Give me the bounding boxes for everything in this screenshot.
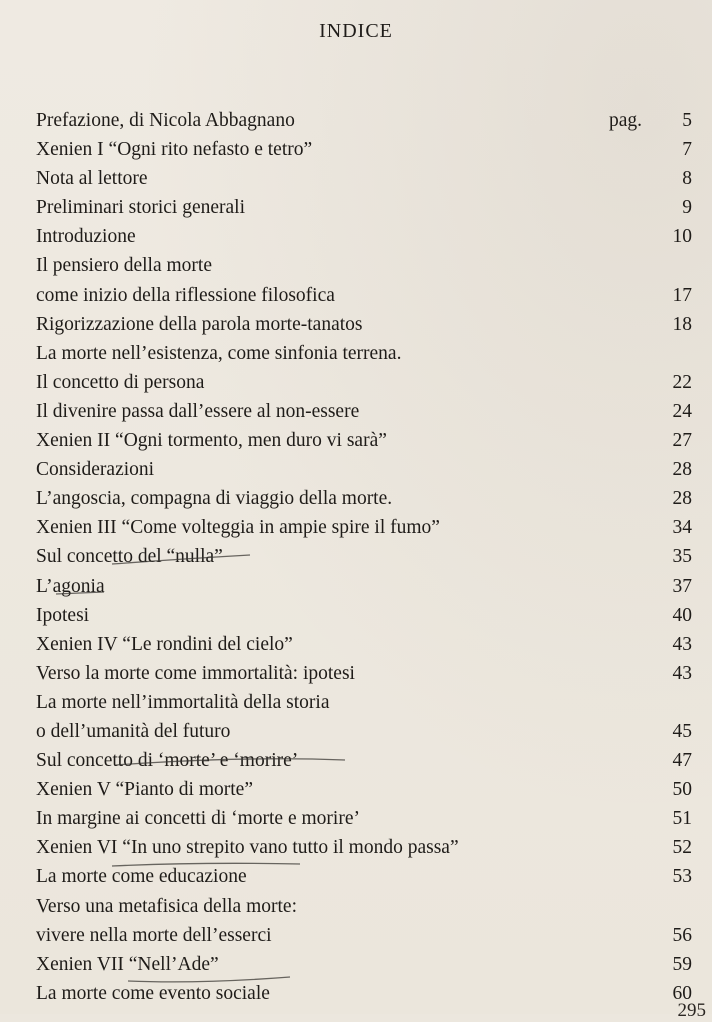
toc-entry bbox=[36, 833, 692, 862]
toc-entry-title: In margine ai concetti di ‘morte e morire’ bbox=[36, 808, 360, 830]
toc-entry-page: 17 bbox=[672, 284, 692, 306]
toc-entry bbox=[36, 368, 692, 397]
toc-entry-title: Considerazioni bbox=[36, 459, 155, 481]
toc-entry-page: 40 bbox=[672, 604, 692, 626]
toc-entry bbox=[36, 601, 692, 630]
toc-entry-page: 52 bbox=[672, 837, 692, 859]
toc-entry bbox=[36, 688, 692, 717]
toc-entry-title: Introduzione bbox=[36, 226, 136, 248]
toc-entry bbox=[36, 251, 692, 280]
toc-entry-page: 22 bbox=[672, 371, 692, 393]
toc-entry bbox=[36, 106, 692, 135]
toc-entry-title: Il divenire passa dall’essere al non-essere bbox=[36, 400, 360, 422]
toc-entry-page: 51 bbox=[672, 808, 692, 830]
toc-entry-page: 59 bbox=[672, 953, 692, 975]
page-number: 295 bbox=[677, 1000, 706, 1021]
toc-entry-page: 37 bbox=[672, 575, 692, 597]
toc-entry-page: 56 bbox=[672, 924, 692, 946]
toc-entry bbox=[36, 135, 692, 164]
toc-entry-page: 50 bbox=[672, 779, 692, 801]
toc-entry-title: Rigorizzazione della parola morte-tanatos bbox=[36, 313, 363, 335]
toc-entry-title: Xenien VI “In uno strepito vano tutto il mondo passa” bbox=[36, 837, 459, 859]
toc-entry bbox=[36, 572, 692, 601]
toc-entry-title: Sul concetto di ‘morte’ e ‘morire’ bbox=[36, 750, 299, 772]
toc-entry bbox=[36, 775, 692, 804]
toc-entry-page: 5 bbox=[682, 110, 692, 131]
toc-entry-title: Sul concetto del “nulla” bbox=[36, 546, 223, 568]
toc-entry bbox=[36, 979, 692, 1008]
toc-entry bbox=[36, 455, 692, 484]
toc-entry-page: 28 bbox=[672, 459, 692, 481]
toc-entry-title: La morte come educazione bbox=[36, 866, 247, 888]
toc-entry-page: 45 bbox=[672, 720, 692, 742]
toc-entry-page: 27 bbox=[672, 430, 692, 452]
toc-entry bbox=[36, 281, 692, 310]
toc-entry-title: Xenien I “Ogni rito nefasto e tetro” bbox=[36, 139, 313, 161]
toc-entry bbox=[36, 804, 692, 833]
toc-entry-title: Xenien II “Ogni tormento, men duro vi sarà” bbox=[36, 430, 387, 452]
table-of-contents bbox=[36, 106, 692, 1008]
toc-entry-title: Ipotesi bbox=[36, 604, 90, 626]
toc-entry bbox=[36, 484, 692, 513]
toc-entry-title: L’agonia bbox=[36, 575, 105, 597]
toc-entry-title: Il pensiero della morte bbox=[36, 255, 212, 277]
toc-entry-title: Il concetto di persona bbox=[36, 371, 205, 393]
toc-entry bbox=[36, 630, 692, 659]
toc-entry bbox=[36, 426, 692, 455]
toc-entry bbox=[36, 310, 692, 339]
toc-entry bbox=[36, 164, 692, 193]
index-heading: INDICE bbox=[319, 20, 393, 42]
toc-entry-title: Xenien V “Pianto di morte” bbox=[36, 779, 253, 801]
toc-entry-title: Xenien VII “Nell’Ade” bbox=[36, 953, 219, 975]
toc-entry-title: Preliminari storici generali bbox=[36, 197, 246, 219]
toc-entry-page: 35 bbox=[672, 546, 692, 568]
toc-entry bbox=[36, 513, 692, 542]
toc-entry bbox=[36, 921, 692, 950]
toc-entry-title: La morte nell’immortalità della storia bbox=[36, 691, 330, 713]
toc-entry-title: Verso una metafisica della morte: bbox=[36, 895, 297, 917]
toc-entry-title: La morte come evento sociale bbox=[36, 982, 270, 1004]
toc-entry-title: come inizio della riflessione filosofica bbox=[36, 284, 335, 306]
toc-entry bbox=[36, 397, 692, 426]
toc-entry-page: 28 bbox=[672, 488, 692, 510]
toc-entry-page: 34 bbox=[672, 517, 692, 539]
toc-entry-page: 18 bbox=[672, 313, 692, 335]
toc-entry bbox=[36, 339, 692, 368]
toc-entry-title: o dell’umanità del futuro bbox=[36, 720, 231, 742]
pag-label: pag. bbox=[608, 110, 642, 131]
toc-entry bbox=[36, 862, 692, 891]
toc-entry-page: 24 bbox=[672, 400, 692, 422]
toc-entry-title: Nota al lettore bbox=[36, 168, 148, 190]
toc-entry-title: Xenien III “Come volteggia in ampie spire il fumo” bbox=[36, 517, 440, 539]
toc-entry-page: 43 bbox=[672, 633, 692, 655]
toc-entry bbox=[36, 193, 692, 222]
toc-entry-page: 10 bbox=[672, 226, 692, 248]
toc-entry-title: La morte nell’esistenza, come sinfonia terrena. bbox=[36, 342, 402, 364]
toc-entry-page: 43 bbox=[672, 662, 692, 684]
toc-entry bbox=[36, 717, 692, 746]
toc-entry bbox=[36, 659, 692, 688]
toc-entry-title: L’angoscia, compagna di viaggio della morte. bbox=[36, 488, 393, 510]
toc-entry-page: 7 bbox=[682, 139, 692, 161]
toc-entry-title: Verso la morte come immortalità: ipotesi bbox=[36, 662, 355, 684]
toc-entry-page: 8 bbox=[682, 168, 692, 190]
toc-entry-title: Xenien IV “Le rondini del cielo” bbox=[36, 633, 293, 655]
toc-entry-page: 9 bbox=[682, 197, 692, 219]
toc-entry-page: 53 bbox=[672, 866, 692, 888]
toc-entry bbox=[36, 746, 692, 775]
toc-entry-page: 47 bbox=[672, 750, 692, 772]
toc-entry bbox=[36, 892, 692, 921]
toc-entry-page: 60 bbox=[672, 982, 692, 1004]
toc-entry bbox=[36, 222, 692, 251]
toc-entry-title: Prefazione, di Nicola Abbagnano bbox=[36, 110, 295, 131]
toc-entry-title: vivere nella morte dell’esserci bbox=[36, 924, 272, 946]
toc-entry bbox=[36, 950, 692, 979]
toc-entry bbox=[36, 542, 692, 571]
